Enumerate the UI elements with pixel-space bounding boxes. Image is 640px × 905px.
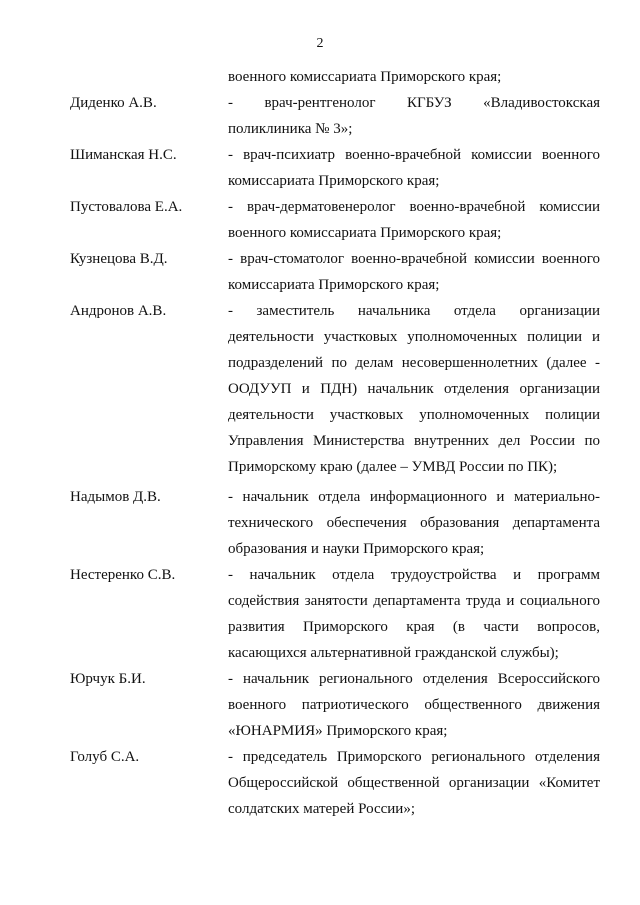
member-name: Юрчук Б.И.	[70, 671, 146, 687]
member-role: - начальник отдела информационного и материально-технического обеспечения образования департамента образования и науки Приморского края;	[228, 489, 600, 557]
member-name: Голуб С.А.	[70, 749, 140, 765]
member-name: Кузнецова В.Д.	[70, 251, 168, 267]
member-name: Надымов Д.В.	[70, 489, 161, 505]
member-role: - начальник регионального отделения Всероссийского военного патриотического общественного движения «ЮНАРМИЯ» Приморского края;	[228, 671, 600, 739]
member-role: - начальник отдела трудоустройства и программ содействия занятости департамента труда и социального развития Приморского края (в части вопросов, касающихся альтернативной гражданской службы);	[228, 567, 600, 661]
member-role: - врач-стоматолог военно-врачебной комиссии военного комиссариата Приморского края;	[228, 251, 600, 293]
member-name: Диденко А.В.	[70, 95, 157, 111]
member-name: Пустовалова Е.А.	[70, 199, 183, 215]
member-role: - председатель Приморского регионального отделения Общероссийской общественной организации «Комитет солдатских матерей России»;	[228, 749, 600, 817]
member-role: - заместитель начальника отдела организации деятельности участковых уполномоченных полиции и подразделений по делам несовершеннолетних (далее - ООДУУП и ПДН) начальник отделения организации деятельности участковых уполномоченных полиции Управления Министерства внутренних дел России по Приморскому краю (далее – УМВД России по ПК);	[228, 303, 600, 475]
member-role: - врач-психиатр военно-врачебной комиссии военного комиссариата Приморского края;	[228, 147, 600, 189]
continuation-text: военного комиссариата Приморского края;	[228, 69, 502, 85]
member-role: - врач-дерматовенеролог военно-врачебной комиссии военного комиссариата Приморского края;	[228, 199, 600, 241]
member-name: Шиманская Н.С.	[70, 147, 177, 163]
page-number: 2	[316, 36, 324, 51]
member-name: Андронов А.В.	[70, 303, 167, 319]
member-role: - врач-рентгенолог КГБУЗ «Владивостокская поликлиника № 3»;	[228, 95, 600, 137]
member-name: Нестеренко С.В.	[70, 567, 176, 583]
